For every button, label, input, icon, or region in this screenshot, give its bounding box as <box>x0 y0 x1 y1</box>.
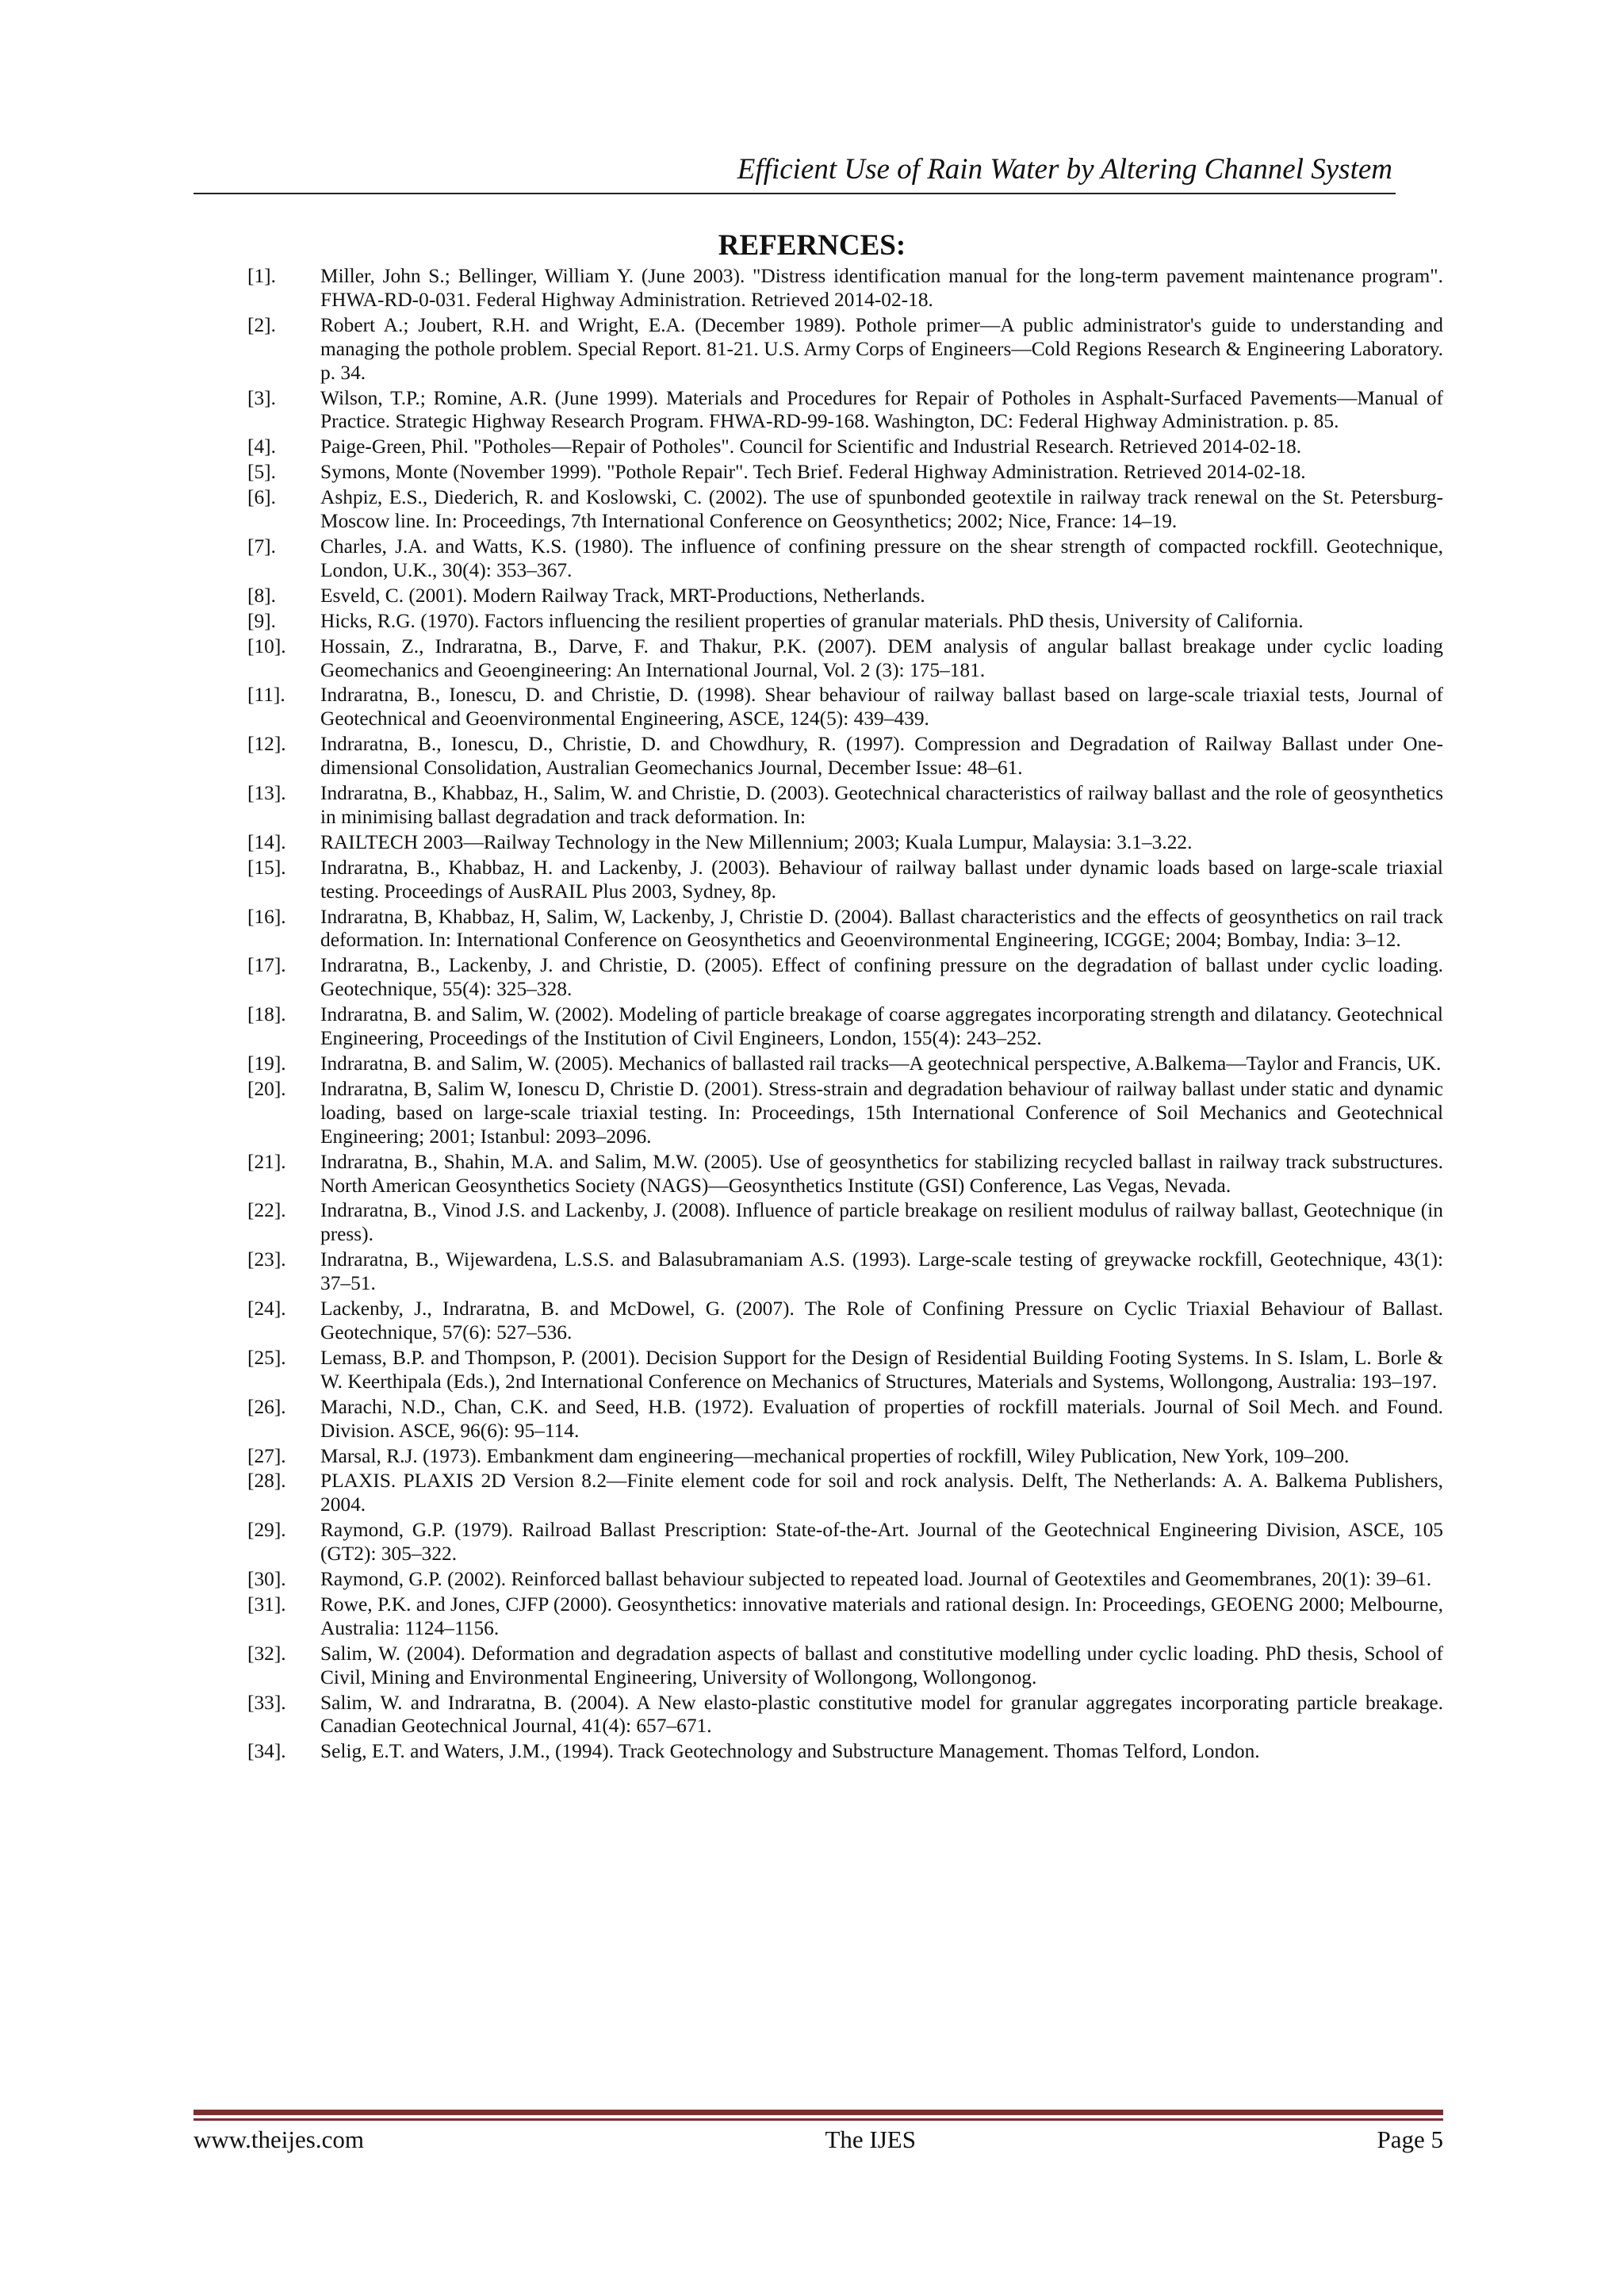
reference-text: Indraratna, B, Khabbaz, H, Salim, W, Lackenby, J, Christie D. (2004). Ballast characteristics and the effects of geosynthetics on rail track deformation. In: International Conference on Geosynthetics and Geoenvironmental Engineering, ICGGE; 2004; Bombay, India: 3–12. <box>320 905 1443 952</box>
reference-item <box>247 610 1443 634</box>
reference-item <box>247 831 1443 855</box>
reference-number: [27]. <box>247 1444 286 1467</box>
reference-text: Marsal, R.J. (1973). Embankment dam engineering—mechanical properties of rockfill, Wiley Publication, New York, 109–200. <box>320 1444 1350 1467</box>
reference-item <box>247 733 1443 780</box>
reference-item <box>247 954 1443 1002</box>
reference-text: Indraratna, B. and Salim, W. (2002). Modeling of particle breakage of coarse aggregates incorporating strength and dilatancy. Geotechnical Engineering, Proceedings of the Institution of Civil Engineers, London, 155(4): 243–252. <box>320 1003 1443 1050</box>
page-footer <box>193 2125 1443 2154</box>
reference-number: [9]. <box>247 609 276 632</box>
reference-number: [28]. <box>247 1470 286 1493</box>
reference-item <box>247 1347 1443 1394</box>
reference-number: [25]. <box>247 1346 286 1369</box>
footer-page-number: Page 5 <box>1377 2125 1443 2153</box>
reference-number: [1]. <box>247 265 276 287</box>
reference-number: [12]. <box>247 733 286 756</box>
reference-text: Salim, W. and Indraratna, B. (2004). A New elasto-plastic constitutive model for granular aggregates incorporating particle breakage. Canadian Geotechnical Journal, 41(4): 657–671. <box>320 1691 1443 1738</box>
reference-item <box>247 1396 1443 1443</box>
reference-item <box>247 387 1443 435</box>
reference-text: Lemass, B.P. and Thompson, P. (2001). Decision Support for the Design of Residential Building Footing Systems. In S. Islam, L. Borle & W. Keerthipala (Eds.), 2nd International Conference on Mechanics of Structures, Materials and Systems, Wollongong, Australia: 193–197. <box>320 1346 1443 1393</box>
reference-number: [10]. <box>247 634 286 657</box>
reference-text: Charles, J.A. and Watts, K.S. (1980). The influence of confining pressure on the shear strength of compacted rockfill. Geotechnique, London, U.K., 30(4): 353–367. <box>320 535 1443 581</box>
reference-item <box>247 435 1443 459</box>
reference-text: Indraratna, B., Khabbaz, H. and Lackenby, J. (2003). Behaviour of railway ballast under dynamic loads based on large-scale triaxial testing. Proceedings of AusRAIL Plus 2003, Sydney, 8p. <box>320 856 1443 903</box>
reference-item <box>247 857 1443 904</box>
reference-list <box>247 265 1443 1765</box>
reference-number: [34]. <box>247 1740 286 1763</box>
reference-text: Lackenby, J., Indraratna, B. and McDowel, G. (2007). The Role of Confining Pressure on Cyclic Triaxial Behaviour of Ballast. Geotechnique, 57(6): 527–536. <box>320 1297 1443 1343</box>
reference-item <box>247 684 1443 731</box>
reference-item <box>247 1593 1443 1641</box>
reference-text: Indraratna, B, Salim W, Ionescu D, Christie D. (2001). Stress-strain and degradation behaviour of railway ballast under static and dynamic loading, based on large-scale triaxial testing. In: Proceedings, 15th International Conference of Soil Mechanics and Geotechnical Engineering; 2001; Istanbul: 2093–2096. <box>320 1077 1443 1148</box>
reference-text: Indraratna, B., Shahin, M.A. and Salim, M.W. (2005). Use of geosynthetics for stabilizing recycled ballast in railway track substructures. North American Geosynthetics Society (NAGS)—Geosynthetics Institute (GSI) Conference, Las Vegas, Nevada. <box>320 1150 1443 1197</box>
reference-item <box>247 1470 1443 1517</box>
reference-text: PLAXIS. PLAXIS 2D Version 8.2—Finite element code for soil and rock analysis. Delft, The Netherlands: A. A. Balkema Publishers, 2004. <box>320 1470 1443 1516</box>
reference-number: [14]. <box>247 830 286 853</box>
reference-number: [21]. <box>247 1150 286 1173</box>
reference-item <box>247 314 1443 385</box>
reference-item <box>247 1151 1443 1198</box>
reference-item <box>247 782 1443 830</box>
reference-number: [5]. <box>247 461 276 484</box>
reference-item <box>247 1052 1443 1076</box>
reference-item <box>247 1568 1443 1592</box>
section-title: REFERNCES: <box>718 229 906 262</box>
reference-text: Hicks, R.G. (1970). Factors influencing the resilient properties of granular materials. PhD thesis, University of California. <box>320 609 1304 632</box>
reference-number: [22]. <box>247 1199 286 1222</box>
reference-text: Indraratna, B., Khabbaz, H., Salim, W. and Christie, D. (2003). Geotechnical characteristics of railway ballast and the role of geosynthetics in minimising ballast degradation and track deformation. In: <box>320 782 1443 828</box>
reference-text: Symons, Monte (November 1999). "Pothole Repair". Tech Brief. Federal Highway Administration. Retrieved 2014-02-18. <box>320 461 1306 484</box>
reference-item <box>247 635 1443 683</box>
reference-text: Esveld, C. (2001). Modern Railway Track, MRT-Productions, Netherlands. <box>320 584 925 607</box>
reference-number: [20]. <box>247 1077 286 1100</box>
reference-text: Indraratna, B., Ionescu, D., Christie, D. and Chowdhury, R. (1997). Compression and Degradation of Railway Ballast under One-dimensional Consolidation, Australian Geomechanics Journal, December Issue: 48–61. <box>320 733 1443 780</box>
reference-number: [17]. <box>247 954 286 977</box>
reference-number: [33]. <box>247 1691 286 1714</box>
reference-text: RAILTECH 2003—Railway Technology in the New Millennium; 2003; Kuala Lumpur, Malaysia: 3.1–3.22. <box>320 830 1193 853</box>
reference-number: [31]. <box>247 1593 286 1616</box>
reference-number: [16]. <box>247 905 286 928</box>
reference-text: Hossain, Z., Indraratna, B., Darve, F. and Thakur, P.K. (2007). DEM analysis of angular ballast breakage under cyclic loading Geomechanics and Geoengineering: An International Journal, Vol. 2 (3): 175–181. <box>320 634 1443 681</box>
reference-item <box>247 535 1443 583</box>
reference-number: [24]. <box>247 1297 286 1320</box>
reference-item <box>247 265 1443 312</box>
reference-text: Rowe, P.K. and Jones, CJFP (2000). Geosynthetics: innovative materials and rational design. In: Proceedings, GEOENG 2000; Melbourne, Australia: 1124–1156. <box>320 1593 1443 1639</box>
reference-item <box>247 486 1443 534</box>
reference-number: [2]. <box>247 313 276 336</box>
reference-number: [8]. <box>247 584 276 607</box>
reference-number: [13]. <box>247 782 286 805</box>
reference-number: [19]. <box>247 1052 286 1075</box>
reference-number: [18]. <box>247 1003 286 1026</box>
reference-text: Wilson, T.P.; Romine, A.R. (June 1999). Materials and Procedures for Repair of Potholes in Asphalt-Surfaced Pavements—Manual of Practice. Strategic Highway Research Program. FHWA-RD-99-168. Washington, DC: Federal Highway Administration. p. 85. <box>320 386 1443 433</box>
reference-number: [15]. <box>247 856 286 879</box>
footer-website: www.theijes.com <box>193 2125 364 2153</box>
reference-text: Ashpiz, E.S., Diederich, R. and Koslowski, C. (2002). The use of spunbonded geotextile in railway track renewal on the St. Petersburg-Moscow line. In: Proceedings, 7th International Conference on Geosynthetics; 2002; Nice, France: 14–19. <box>320 486 1443 533</box>
footer-journal: The IJES <box>825 2125 916 2153</box>
reference-number: [32]. <box>247 1642 286 1665</box>
reference-number: [29]. <box>247 1519 286 1542</box>
running-header-title: Efficient Use of Rain Water by Altering Channel System <box>737 153 1392 186</box>
reference-number: [3]. <box>247 386 276 409</box>
reference-number: [6]. <box>247 486 276 509</box>
reference-item <box>247 1692 1443 1739</box>
reference-text: Indraratna, B., Lackenby, J. and Christie, D. (2005). Effect of confining pressure on the degradation of ballast under cyclic loading. Geotechnique, 55(4): 325–328. <box>320 954 1443 1001</box>
reference-text: Marachi, N.D., Chan, C.K. and Seed, H.B. (1972). Evaluation of properties of rockfill materials. Journal of Soil Mech. and Found. Division. ASCE, 96(6): 95–114. <box>320 1395 1443 1442</box>
reference-item <box>247 1740 1443 1764</box>
reference-item <box>247 585 1443 608</box>
reference-number: [30]. <box>247 1568 286 1591</box>
reference-item <box>247 906 1443 953</box>
reference-number: [23]. <box>247 1248 286 1271</box>
reference-item <box>247 1078 1443 1149</box>
reference-item <box>247 461 1443 485</box>
reference-number: [26]. <box>247 1395 286 1418</box>
reference-text: Robert A.; Joubert, R.H. and Wright, E.A. (December 1989). Pothole primer—A public administrator's guide to understanding and managing the pothole problem. Special Report. 81-21. U.S. Army Corps of Engineers—Cold Regions Research & Engineering Laboratory. p. 34. <box>320 313 1443 384</box>
reference-number: [11]. <box>247 684 285 707</box>
reference-text: Indraratna, B., Ionescu, D. and Christie, D. (1998). Shear behaviour of railway ballast based on large-scale triaxial tests, Journal of Geotechnical and Geoenvironmental Engineering, ASCE, 124(5): 439–439. <box>320 684 1443 730</box>
reference-text: Salim, W. (2004). Deformation and degradation aspects of ballast and constitutive modelling under cyclic loading. PhD thesis, School of Civil, Mining and Environmental Engineering, University of Wollongong, Wollongonog. <box>320 1642 1443 1688</box>
reference-item <box>247 1199 1443 1247</box>
reference-text: Miller, John S.; Bellinger, William Y. (June 2003). "Distress identification manual for the long-term pavement maintenance program". FHWA-RD-0-031. Federal Highway Administration. Retrieved 2014-02-18. <box>320 265 1443 311</box>
reference-item <box>247 1519 1443 1566</box>
reference-text: Paige-Green, Phil. "Potholes—Repair of Potholes". Council for Scientific and Industrial Research. Retrieved 2014-02-18. <box>320 435 1302 458</box>
reference-item <box>247 1642 1443 1690</box>
reference-text: Indraratna, B., Vinod J.S. and Lackenby, J. (2008). Influence of particle breakage on resilient modulus of railway ballast, Geotechnique (in press). <box>320 1199 1443 1246</box>
reference-item <box>247 1445 1443 1469</box>
reference-text: Selig, E.T. and Waters, J.M., (1994). Track Geotechnology and Substructure Management. Thomas Telford, London. <box>320 1740 1260 1763</box>
reference-item <box>247 1297 1443 1345</box>
reference-item <box>247 1003 1443 1051</box>
reference-text: Indraratna, B. and Salim, W. (2005). Mechanics of ballasted rail tracks—A geotechnical perspective, A.Balkema—Taylor and Francis, UK. <box>320 1052 1442 1075</box>
footer-divider-thin <box>193 2118 1443 2121</box>
reference-number: [4]. <box>247 435 276 458</box>
reference-text: Raymond, G.P. (1979). Railroad Ballast Prescription: State-of-the-Art. Journal of the Geotechnical Engineering Division, ASCE, 105 (GT2): 305–322. <box>320 1519 1443 1566</box>
footer-divider-thick <box>193 2110 1443 2115</box>
reference-item <box>247 1248 1443 1296</box>
reference-text: Raymond, G.P. (2002). Reinforced ballast behaviour subjected to repeated load. Journal of Geotextiles and Geomembranes, 20(1): 39–61. <box>320 1568 1432 1591</box>
header-divider <box>193 193 1396 194</box>
reference-text: Indraratna, B., Wijewardena, L.S.S. and Balasubramaniam A.S. (1993). Large-scale testing of greywacke rockfill, Geotechnique, 43(1): 37–51. <box>320 1248 1443 1295</box>
reference-number: [7]. <box>247 535 276 558</box>
